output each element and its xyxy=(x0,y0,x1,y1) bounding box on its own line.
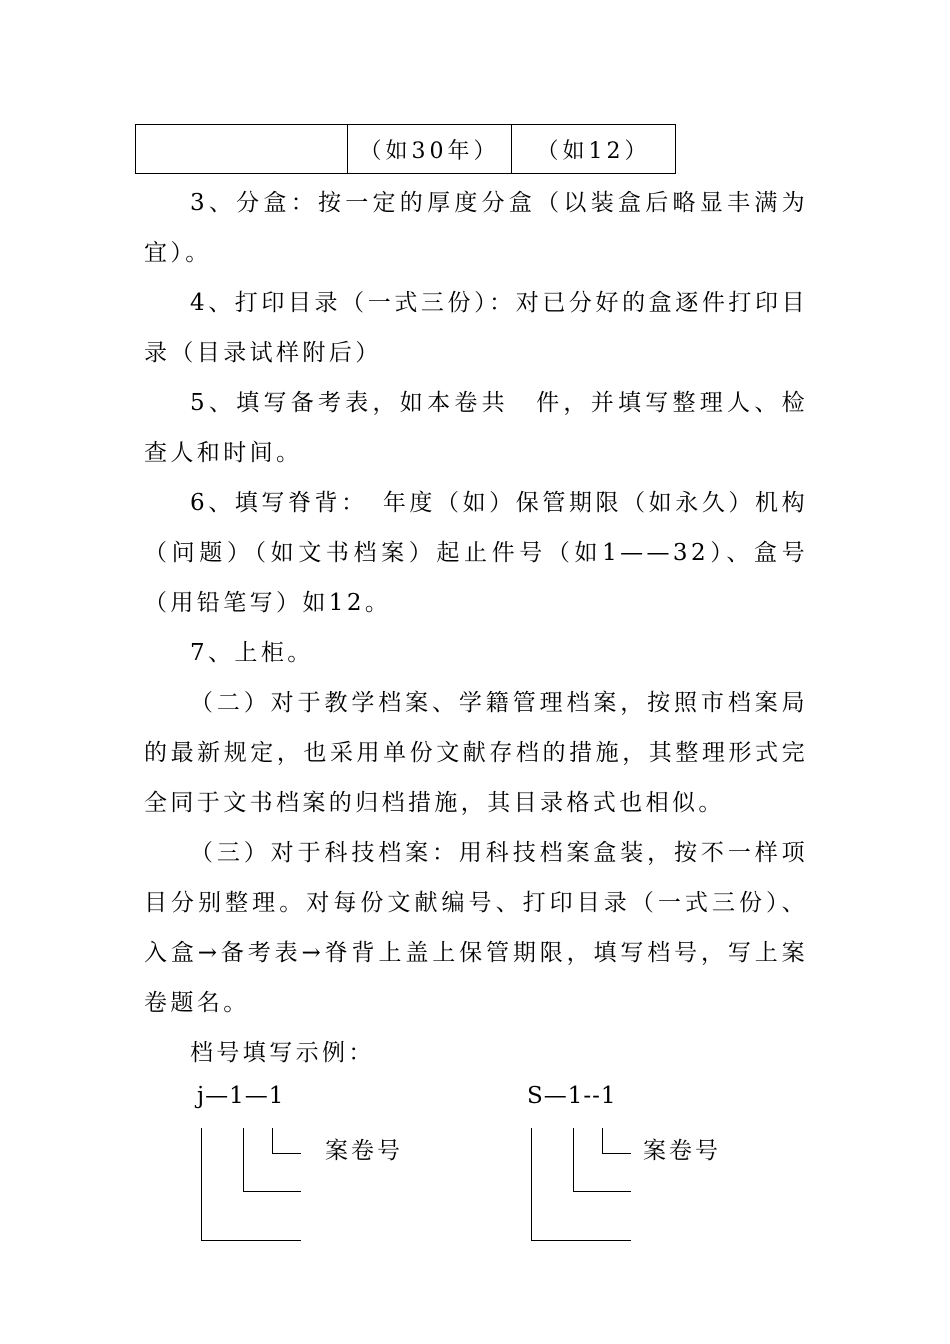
example-label: 案卷号 xyxy=(325,1138,403,1164)
table-cell-retention: （如30年） xyxy=(348,125,512,173)
bracket-line xyxy=(602,1128,603,1153)
bracket-line xyxy=(201,1240,301,1241)
bracket-line xyxy=(573,1128,574,1191)
paragraph-step-4: 4、打印目录（一式三份）：对已分好的盒逐件打印目录（目录试样附后） xyxy=(144,290,808,366)
paragraph-teaching-archives: （二）对于教学档案、学籍管理档案，按照市档案局的最新规定，也采用单份文献存档的措施，其整理形式完全同于文书档案的归档措施，其目录格式也相似。 xyxy=(144,690,808,816)
bracket-line xyxy=(531,1240,631,1241)
paragraph-step-3: 3、分盒：按一定的厚度分盒（以装盒后略显丰满为宜）。 xyxy=(144,190,808,266)
paragraph-tech-archives: （三）对于科技档案：用科技档案盒装，按不一样项目分别整理。对每份文献编号、打印目录（一式三份）、入盒→备考表→脊背上盖上保管期限，填写档号，写上案卷题名。 xyxy=(144,840,808,1016)
bracket-line xyxy=(272,1128,273,1153)
document-body xyxy=(144,178,808,1078)
bracket-line xyxy=(573,1191,631,1192)
paragraph-step-7: 7、上柜。 xyxy=(190,640,314,666)
bracket-line xyxy=(531,1128,532,1240)
example-label: 案卷号 xyxy=(643,1138,721,1164)
paragraph-step-6: 6、填写脊背： 年度（如）保管期限（如永久）机构（问题）（如文书档案）起止件号（如1——32）、盒号（用铅笔写）如12。 xyxy=(144,490,808,616)
paragraph-example-heading: 档号填写示例： xyxy=(190,1040,375,1066)
bracket-line xyxy=(243,1128,244,1191)
bracket-line xyxy=(272,1153,301,1154)
example-code: j—1—1 xyxy=(197,1083,285,1109)
bracket-line xyxy=(602,1153,631,1154)
table-cell-1 xyxy=(136,125,348,173)
example-code: S—1--1 xyxy=(527,1083,617,1109)
table-cell-box-number: （如12） xyxy=(536,138,651,164)
bracket-line xyxy=(243,1191,301,1192)
bracket-line xyxy=(201,1128,202,1240)
paragraph-step-5: 5、填写备考表，如本卷共 件，并填写整理人、检查人和时间。 xyxy=(144,390,808,466)
spine-table-row xyxy=(135,124,676,174)
